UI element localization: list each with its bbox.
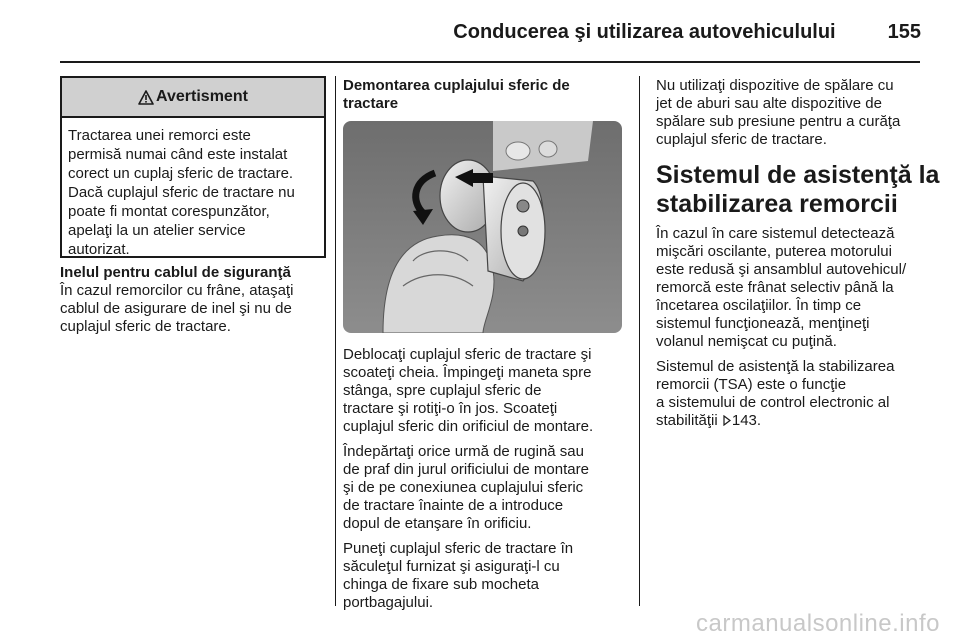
text-line: spălare sub presiune pentru a curăţa — [656, 113, 901, 130]
text-line: remorcii (TSA) este o funcţie — [656, 376, 847, 393]
text-line: de praf din jurul orificiului de montare — [343, 461, 589, 478]
text-line: cuplajul sferic din orificiul de montare. — [343, 418, 594, 435]
section-heading-tsa — [656, 161, 952, 219]
text-line: este redusă şi ansamblul autovehicul/ — [656, 261, 907, 278]
cleaning-note — [656, 77, 952, 149]
heading-line: Demontarea cuplajului sferic de — [343, 77, 570, 94]
towbar-removal-illustration — [343, 121, 622, 333]
heading-line: tractare — [343, 95, 399, 112]
page-number: 155 — [887, 20, 921, 43]
text-line: sistemul funcţionează, menţineţi — [656, 315, 870, 332]
text-line: cablul de asigurare de inel şi nu de — [60, 300, 292, 317]
paragraph — [343, 540, 625, 612]
warning-line: corect un cuplaj sferic de tractare. — [68, 165, 294, 182]
tsa-paragraph — [656, 225, 952, 351]
text-line: cuplajul sferic de tractare. — [60, 318, 231, 335]
tsa-definition — [656, 358, 952, 430]
warning-line: Dacă cuplajul sferic de tractare nu — [68, 184, 295, 201]
warning-line: autorizat. — [68, 241, 130, 258]
header-divider — [60, 61, 920, 63]
text-line: În cazul remorcilor cu frâne, ataşaţi — [60, 282, 294, 299]
page-title: Conducerea şi utilizarea autovehiculului — [453, 20, 836, 43]
text-line: mişcări oscilante, puterea motorului — [656, 243, 892, 260]
text-line: remorcă este frânat selectiv până la — [656, 279, 894, 296]
warning-line: permisă numai când este instalat — [68, 146, 288, 163]
cross-reference-icon — [723, 415, 731, 426]
text-line: cuplajul sferic de tractare. — [656, 131, 827, 148]
column-three — [656, 77, 952, 437]
text-line: stânga, spre cuplajul sferic de — [343, 382, 542, 399]
warning-triangle-icon — [138, 90, 154, 105]
column-divider-right — [639, 76, 640, 606]
warning-box — [60, 76, 326, 258]
text-line: jet de aburi sau alte dispozitive de — [656, 95, 882, 112]
text-line: de tractare înainte de a introduce — [343, 497, 564, 514]
watermark: carmanualsonline.info — [696, 610, 940, 637]
heading-line: Sistemul de asistenţă la — [656, 161, 940, 189]
warning-header — [62, 78, 324, 118]
warning-title: Avertisment — [156, 88, 248, 105]
text-line: scoateţi cheia. Împingeţi maneta spre — [343, 364, 592, 381]
removal-heading — [343, 77, 613, 113]
text-line: portbagajului. — [343, 594, 434, 611]
text-line: şi de pe conexiunea cuplajului sferic — [343, 479, 584, 496]
text-line: săculeţul furnizat şi asiguraţi-l cu — [343, 558, 560, 575]
text-line: Sistemul de asistenţă la stabilizarea — [656, 358, 895, 375]
text-line: În cazul în care sistemul detectează — [656, 225, 895, 242]
text-line: încetarea oscilaţiilor. În timp ce — [656, 297, 862, 314]
text-fragment: stabilităţii — [656, 412, 718, 429]
page-reference[interactable]: 143. — [731, 412, 762, 429]
removal-instructions — [343, 346, 625, 619]
warning-line: apelaţi la un atelier service — [68, 222, 246, 239]
paragraph — [343, 443, 625, 533]
warning-line: Tractarea unei remorci este — [68, 127, 251, 144]
text-line: Nu utilizaţi dispozitive de spălare cu — [656, 77, 894, 94]
heading-line: stabilizarea remorcii — [656, 190, 898, 218]
warning-line: poate fi montat corespunzător, — [68, 203, 270, 220]
text-line: Deblocaţi cuplajul sferic de tractare şi — [343, 346, 592, 363]
warning-text — [62, 118, 324, 259]
text-line: chinga de fixare sub mocheta — [343, 576, 539, 593]
text-line: dopul de etanşare în orificiu. — [343, 515, 532, 532]
safety-cable-text — [60, 282, 322, 336]
text-line: tractare şi rotiţi-o în jos. Scoateţi — [343, 400, 558, 417]
text-line: a sistemului de control electronic al — [656, 394, 890, 411]
text-line — [656, 412, 952, 430]
safety-cable-section — [60, 264, 322, 336]
column-divider-left — [335, 76, 336, 606]
text-line: Puneţi cuplajul sferic de tractare în — [343, 540, 574, 557]
page-header — [0, 12, 921, 52]
text-line: volanul nemişcat cu puţină. — [656, 333, 837, 350]
safety-cable-heading: Inelul pentru cablul de siguranţă — [60, 264, 291, 281]
paragraph — [343, 346, 625, 436]
text-line: Îndepărtaţi orice urmă de rugină sau — [343, 443, 584, 460]
